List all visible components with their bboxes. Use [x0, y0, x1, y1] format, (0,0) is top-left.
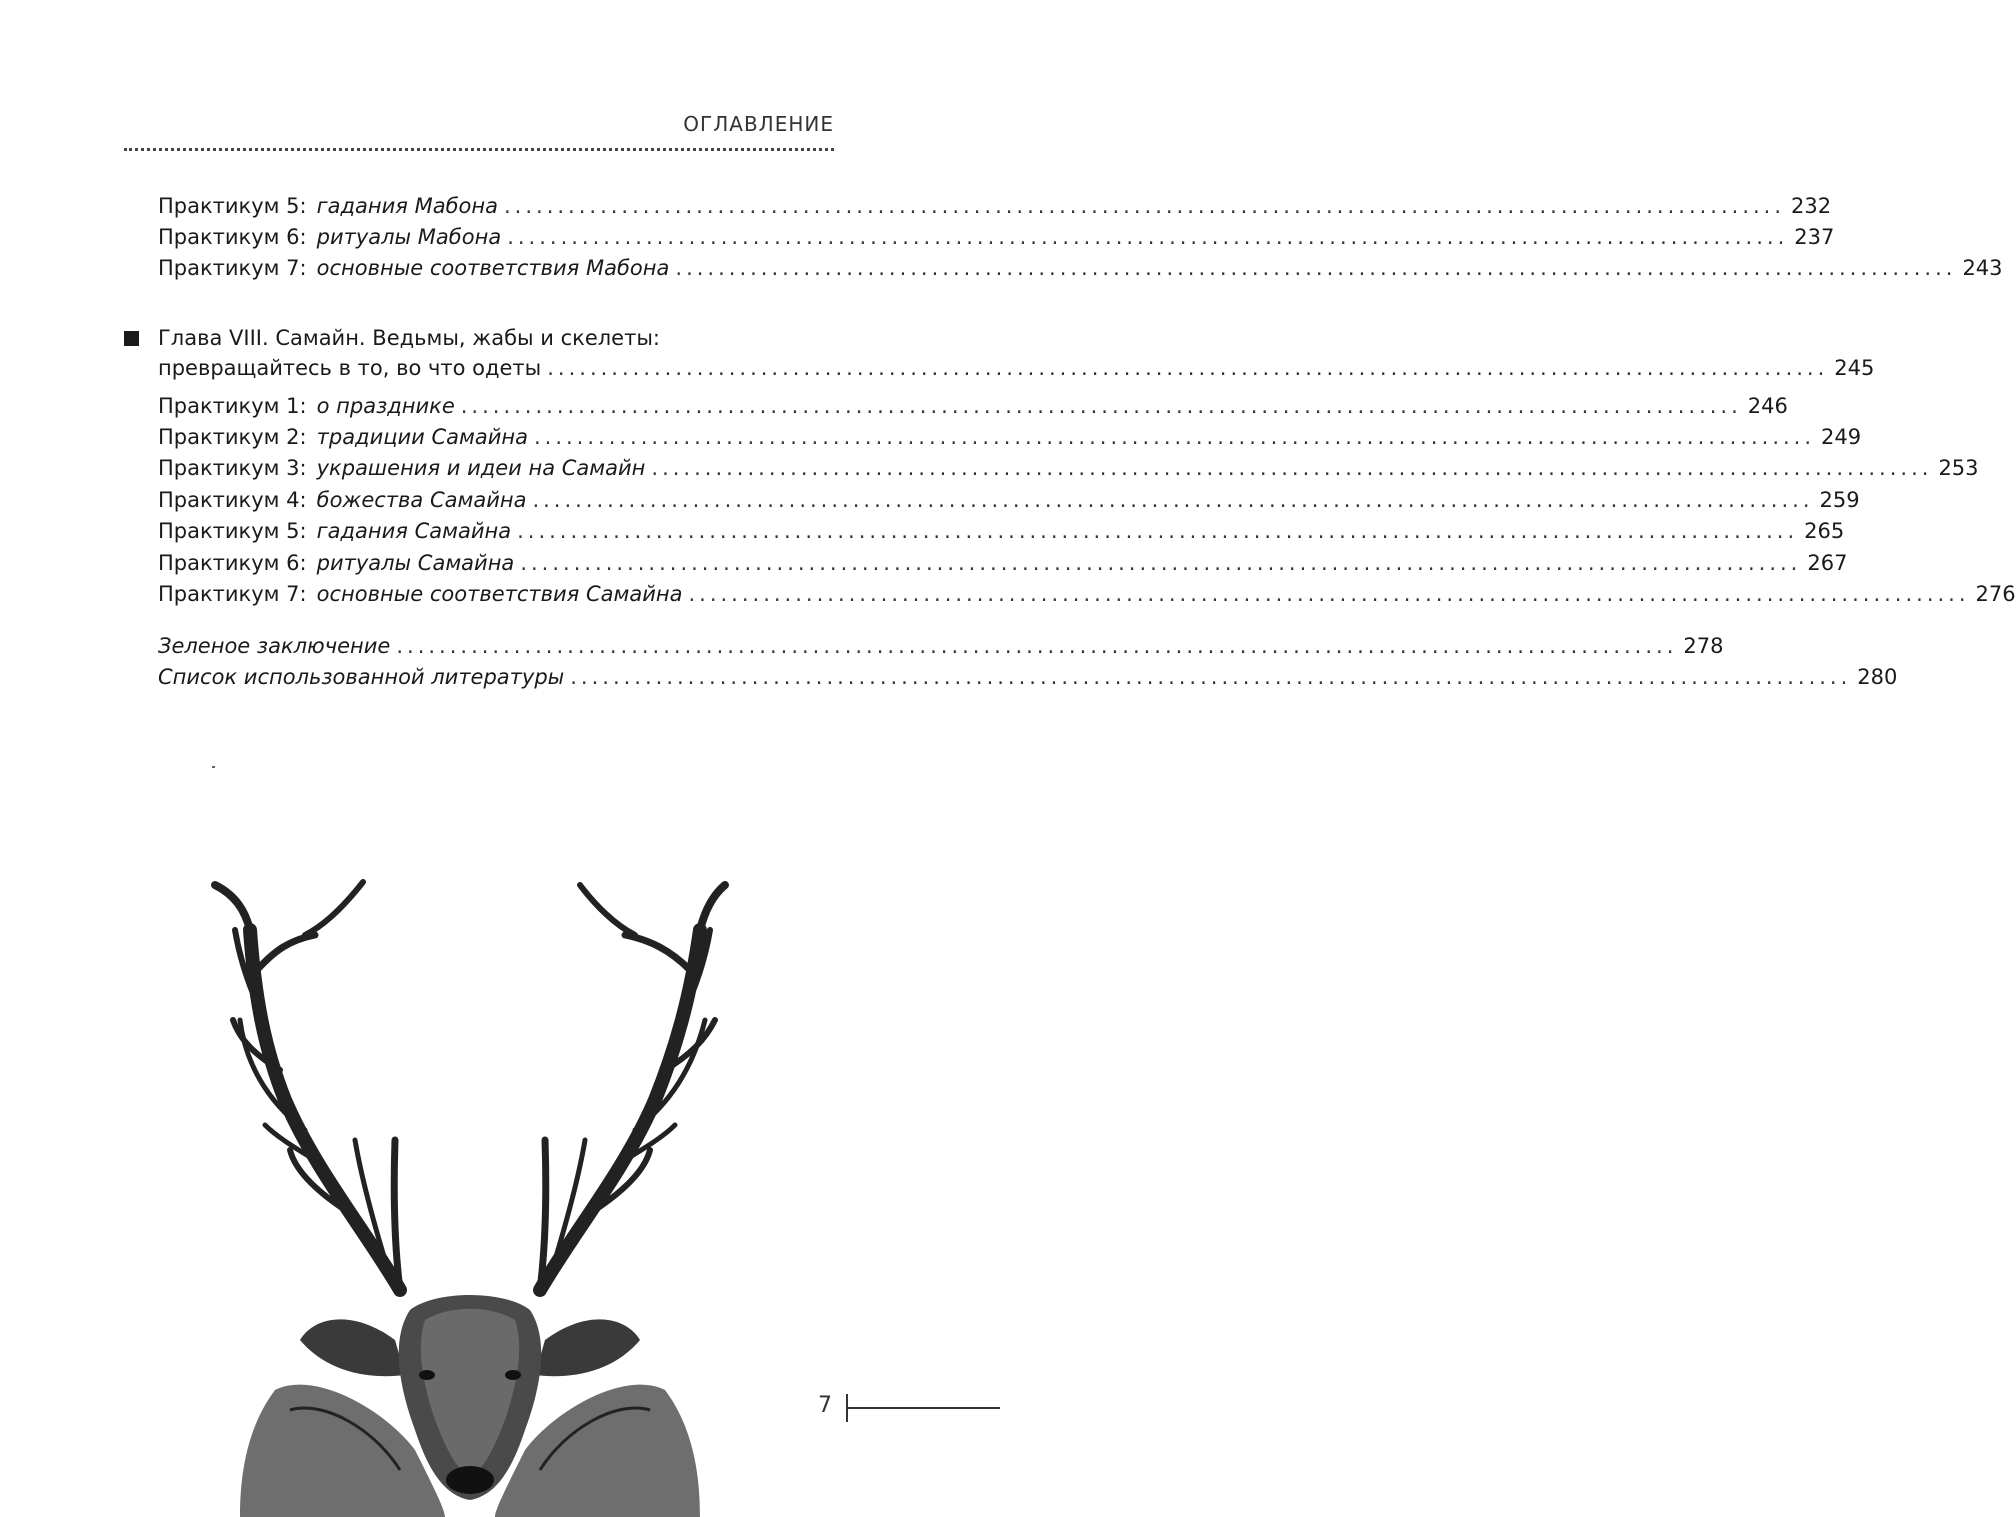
toc-entry-title: ритуалы Самайна — [316, 551, 515, 575]
toc-leader-dots: ........................................................................................................................ — [570, 665, 1852, 689]
toc-leader-dots: ........................................................................................................................ — [688, 582, 1970, 606]
toc-entry-label: Практикум 5: — [158, 194, 307, 218]
toc-entry-page: 246 — [1747, 394, 1788, 418]
running-header: ОГЛАВЛЕНИЕ — [683, 112, 834, 136]
toc-entry-label: Практикум 6: — [158, 551, 307, 575]
chapter-heading-text: превращайтесь в то, во что одеты — [158, 356, 542, 380]
toc-entry[interactable] — [158, 515, 1845, 547]
toc-entry-page: 280 — [1857, 665, 1898, 689]
toc-entry-label: Практикум 4: — [158, 488, 307, 512]
toc-entry[interactable] — [158, 221, 1835, 253]
chapter-page: 245 — [1834, 356, 1875, 380]
toc-entry-title: гадания Мабона — [316, 194, 498, 218]
toc-leader-dots: ........................................................................................................................ — [504, 194, 1786, 218]
toc-leader-dots: ........................................................................................................................ — [520, 551, 1802, 575]
toc-leader-dots: ........................................................................................................................ — [675, 256, 1957, 280]
toc-entry[interactable] — [158, 421, 1862, 453]
toc-entry[interactable] — [158, 452, 1979, 484]
toc-entry[interactable] — [158, 190, 1832, 222]
page-number-rule — [846, 1407, 1000, 1409]
toc-entry-label: Практикум 2: — [158, 425, 307, 449]
toc-entry-title: основные соответствия Самайна — [316, 582, 683, 606]
toc-entry-page: 237 — [1794, 225, 1835, 249]
toc-entry-title: основные соответствия Мабона — [316, 256, 670, 280]
toc-entry-label: Практикум 6: — [158, 225, 307, 249]
toc-entry-page: 243 — [1962, 256, 2003, 280]
toc-entry-title: божества Самайна — [316, 488, 527, 512]
ink-speck — [212, 766, 215, 768]
toc-leader-dots: ........................................................................................................................ — [517, 519, 1799, 543]
toc-entry-label: Практикум 1: — [158, 394, 307, 418]
toc-entry-conclusion[interactable] — [158, 630, 1724, 662]
toc-entry-page: 259 — [1819, 488, 1860, 512]
toc-entry-title: Список использованной литературы — [158, 665, 565, 689]
toc-leader-dots: ........................................................................................................................ — [651, 456, 1933, 480]
toc-entry-page: 276 — [1975, 582, 2016, 606]
toc-entry-title: гадания Самайна — [316, 519, 512, 543]
toc-entry-page: 265 — [1804, 519, 1845, 543]
toc-entry-label: Практикум 3: — [158, 456, 307, 480]
toc-entry-page: 267 — [1807, 551, 1848, 575]
toc-leader-dots: ........................................................................................................................ — [533, 425, 1816, 449]
page-number: 7 — [818, 1393, 832, 1418]
deer-head-illustration — [195, 870, 755, 1517]
toc-entry-bibliography[interactable] — [158, 661, 1898, 693]
toc-entry-title: Зеленое заключение — [158, 634, 391, 658]
toc-entry[interactable] — [158, 390, 1788, 422]
chapter-heading-line1[interactable]: Глава VIII. Самайн. Ведьмы, жабы и скелеты: — [158, 326, 660, 350]
toc-leader-dots: ........................................................................................................................ — [507, 225, 1789, 249]
toc-entry-label: Практикум 7: — [158, 582, 307, 606]
toc-entry[interactable] — [158, 252, 2003, 284]
toc-entry-title: ритуалы Мабона — [316, 225, 502, 249]
toc-entry[interactable] — [158, 547, 1848, 579]
toc-leader-dots: ........................................................................................................................ — [460, 394, 1742, 418]
toc-entry-title: о празднике — [316, 394, 455, 418]
toc-entry-page: 249 — [1821, 425, 1862, 449]
toc-leader-dots: ........................................................................................................................ — [532, 488, 1814, 512]
toc-entry[interactable] — [158, 578, 2016, 610]
toc-entry-title: традиции Самайна — [316, 425, 528, 449]
toc-entry-page: 278 — [1683, 634, 1724, 658]
toc-entry-title: украшения и идеи на Самайн — [316, 456, 646, 480]
toc-leader-dots: ........................................................................................................................ — [547, 356, 1829, 380]
toc-entry-page: 232 — [1791, 194, 1832, 218]
chapter-bullet-icon — [124, 331, 139, 346]
toc-entry-label: Практикум 7: — [158, 256, 307, 280]
chapter-heading-line2[interactable] — [158, 352, 1875, 384]
header-dotted-rule — [124, 148, 834, 151]
toc-entry-label: Практикум 5: — [158, 519, 307, 543]
toc-leader-dots: ........................................................................................................................ — [396, 634, 1678, 658]
toc-entry-page: 253 — [1938, 456, 1979, 480]
toc-entry[interactable] — [158, 484, 1860, 516]
